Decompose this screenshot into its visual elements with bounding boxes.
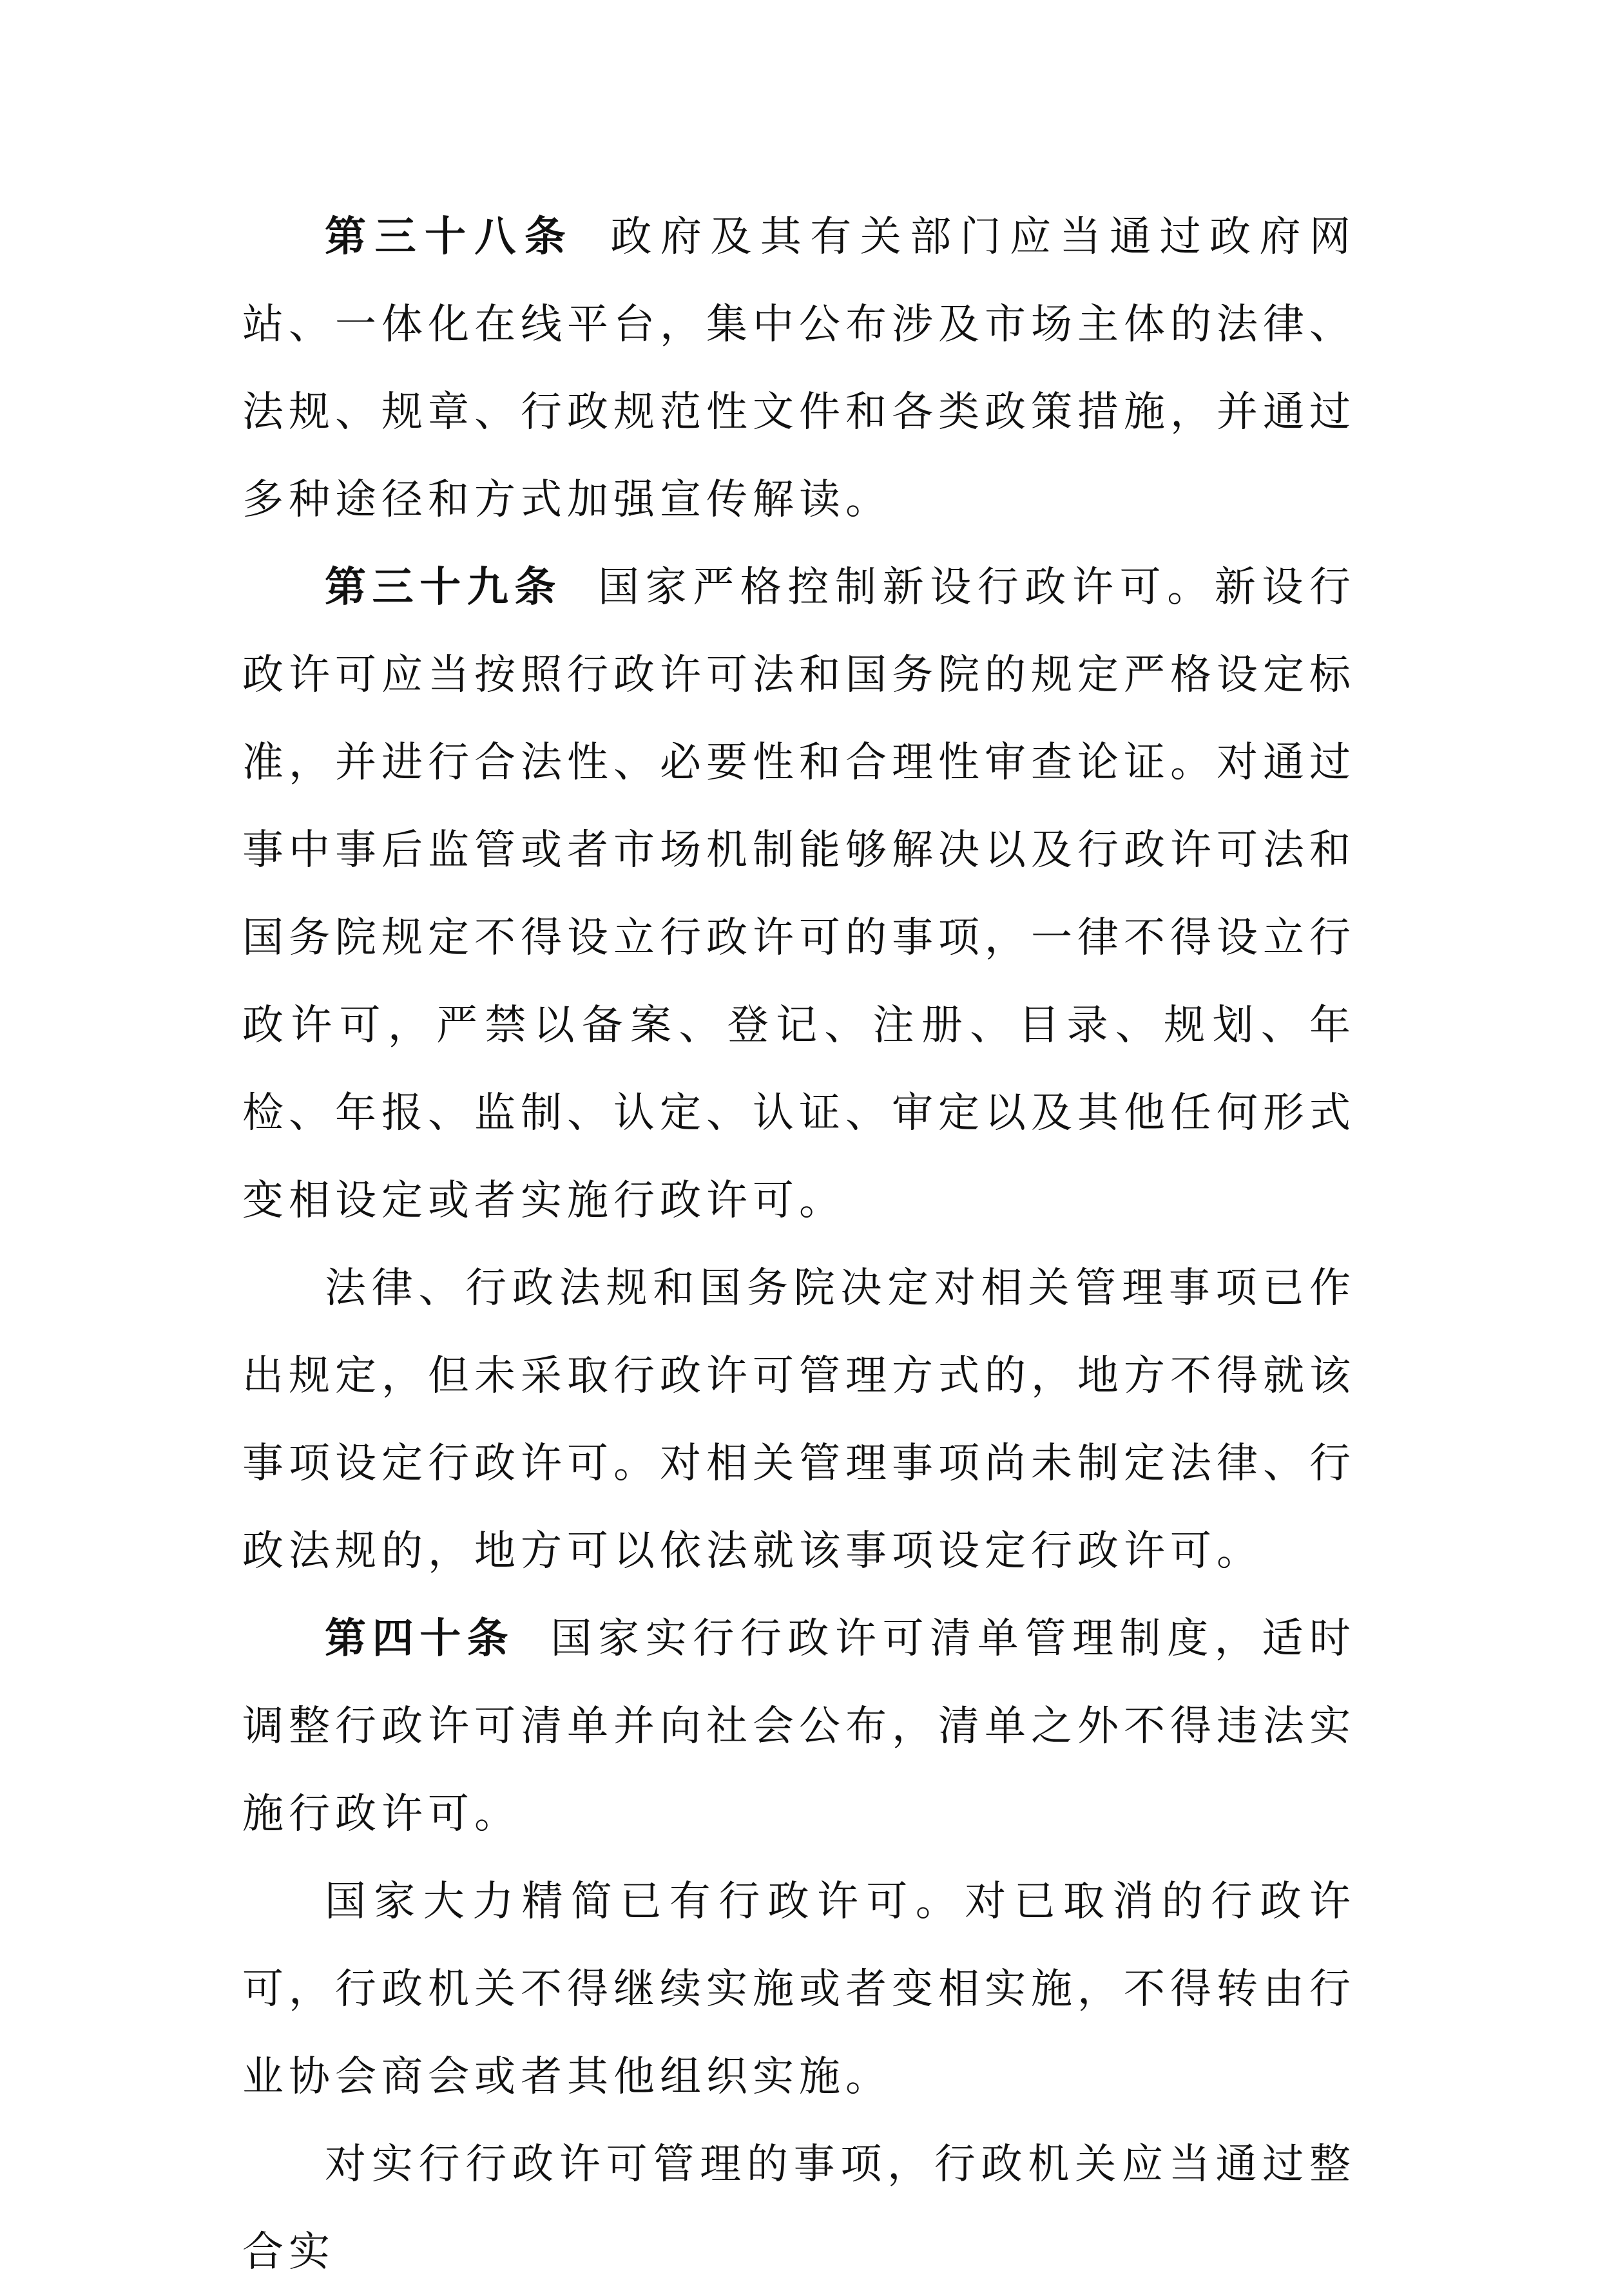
- paragraph-article-38: [242, 193, 1356, 544]
- paragraph-article-40-clause-3: [242, 2121, 1356, 2296]
- paragraph-text: 对实行行政许可管理的事项，行政机关应当通过整合实: [242, 2141, 1356, 2276]
- document-body: [242, 193, 1356, 2296]
- paragraph-text: 国家实行行政许可清单管理制度，适时调整行政许可清单并向社会公布，清单之外不得违法实施行政许可。: [242, 1615, 1356, 1838]
- paragraph-article-40-clause-2: [242, 1858, 1356, 2121]
- article-heading: 第四十条: [325, 1615, 515, 1663]
- paragraph-article-39-clause-2: [242, 1245, 1356, 1595]
- paragraph-article-40: [242, 1595, 1356, 1858]
- paragraph-text: 国家严格控制新设行政许可。新设行政许可应当按照行政许可法和国务院的规定严格设定标准，并进行合法性、必要性和合理性审查论证。对通过事中事后监管或者市场机制能够解决以及行政许可法和国务院规定不得设立行政许可的事项，一律不得设立行政许可，严禁以备案、登记、注册、目录、规划、年检、年报、监制、认定、认证、审定以及其他任何形式变相设定或者实施行政许可。: [242, 564, 1356, 1225]
- paragraph-text: 政府及其有关部门应当通过政府网站、一体化在线平台，集中公布涉及市场主体的法律、法规、规章、行政规范性文件和各类政策措施，并通过多种途径和方式加强宣传解读。: [242, 213, 1356, 524]
- paragraph-text: 法律、行政法规和国务院决定对相关管理事项已作出规定，但未采取行政许可管理方式的，地方不得就该事项设定行政许可。对相关管理事项尚未制定法律、行政法规的，地方可以依法就该事项设定行政许可。: [242, 1265, 1356, 1575]
- paragraph-article-39: [242, 544, 1356, 1245]
- article-heading: 第三十八条: [325, 213, 575, 261]
- article-heading: 第三十九条: [325, 564, 562, 611]
- paragraph-text: 国家大力精简已有行政许可。对已取消的行政许可，行政机关不得继续实施或者变相实施，不得转由行业协会商会或者其他组织实施。: [242, 1878, 1356, 2101]
